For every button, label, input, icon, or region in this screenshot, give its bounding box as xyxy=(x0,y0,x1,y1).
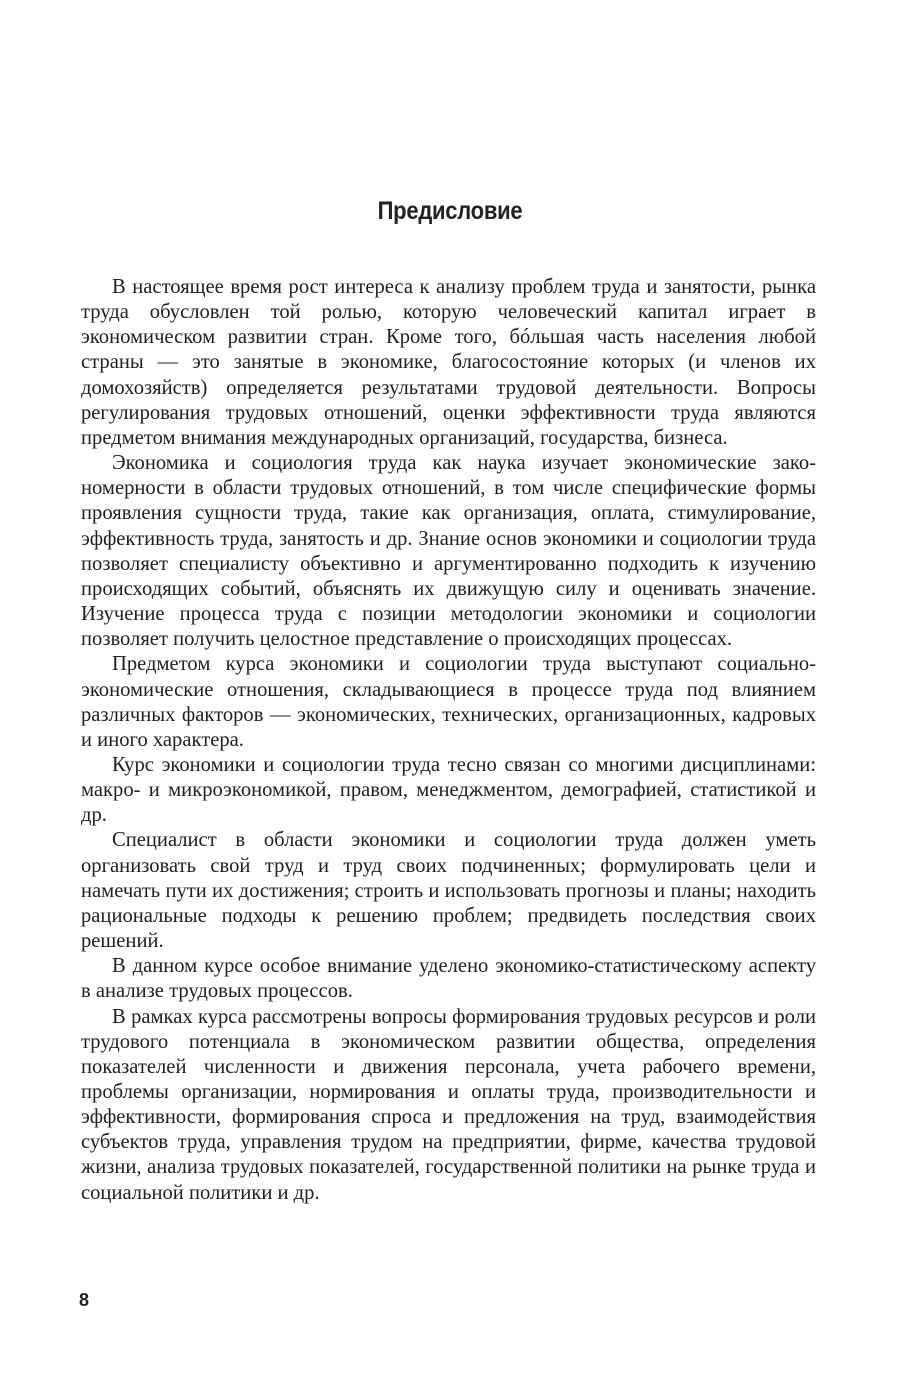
paragraph-5: Специалист в области экономики и социологии труда должен уметь организовать свой труд и труд своих подчиненных; формулировать цели и намечать пути их достижения; строить и использовать прогнозы и планы; находить рациональные подходы к решению проблем; предвидеть последствия своих решений. xyxy=(81,829,816,953)
paragraph-3: Предметом курса экономики и социологии труда выступают социально-экономические отношения, складывающиеся в процессе труда под влиянием различных факторов — экономических, технических, организационных, кадровых и иного характера. xyxy=(81,653,816,751)
paragraph-4: Курс экономики и социологии труда тесно связан со многими дисциплинами: макро- и микроэкономикой, правом, менеджментом, демографией, статистикой и др. xyxy=(81,753,816,827)
preface-body xyxy=(81,275,816,1206)
paragraph-7: В рамках курса рассмотрены вопросы формирования трудовых ресурсов и роли трудового потенциала в экономическом развитии общества, определения показателей численности и движения персонала, учета рабочего времени, проблемы организации, нормирования и оплаты труда, производительности и эффективности, формирования спроса и предложения на труд, взаимодействия субъектов труда, управления трудом на предприятии, фирме, качества трудовой жизни, анализа трудовых показателей, государственной политики на рынке труда и социальной политики и др. xyxy=(81,1005,816,1204)
page-number: 8 xyxy=(79,1290,90,1310)
paragraph-2: Экономика и социология труда как наука изучает экономические закономерности в области трудовых отношений, в том числе специфические формы проявления сущности труда, такие как организация, оплата, стимулирование, эффективность труда, занятость и др. Знание основ экономики и социологии труда позволяет специалисту объективно и аргументированно подходить к изучению происходящих событий, объяснять их движущую силу и оценивать значение. Изучение процесса труда с позиции методологии экономики и социологии позволяет получить целостное представление о происходящих процессах. xyxy=(81,452,816,651)
paragraph-1: В настоящее время рост интереса к анализу проблем труда и занятости, рынка труда обусловлен той ролью, которую человеческий капитал играет в экономическом развитии стран. Кроме того, бóльшая часть населения любой страны — это занятые в экономике, благосостояние которых (и членов их домохозяйств) определяется результатами трудовой деятельности. Вопросы регулирования трудовых отношений, оценки эффективности труда являются предметом внимания международных организаций, государства, бизнеса. xyxy=(81,276,816,449)
page-title: Предисловие xyxy=(377,197,523,225)
paragraph-6: В данном курсе особое внимание уделено экономико-статистическому аспекту в анализе трудовых процессов. xyxy=(81,955,816,1003)
